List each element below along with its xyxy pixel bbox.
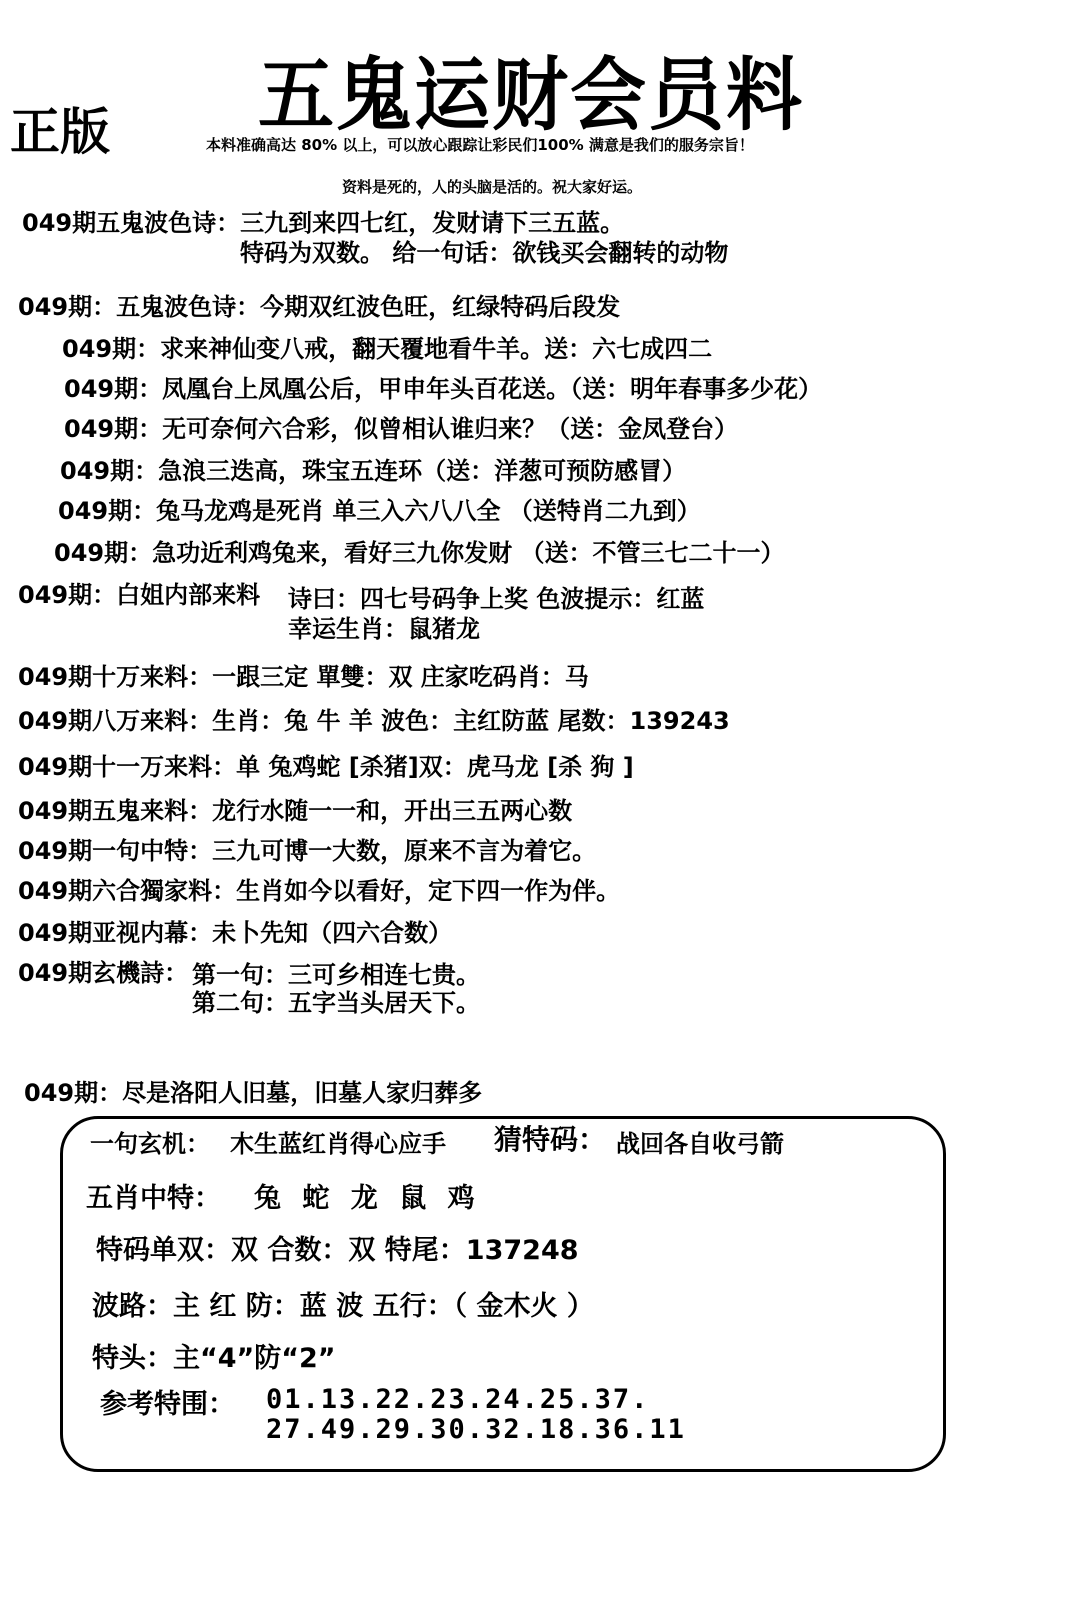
line-white-sister-poem: 诗曰：四七号码争上奖 色波提示：红蓝 <box>288 585 705 613</box>
line-waves: 049期：急浪三迭高，珠宝五连环（送：洋葱可预防感冒） <box>60 457 687 485</box>
wave-path: 波路：主 红 防：蓝 波 五行：（ 金木火 ） <box>92 1291 594 1322</box>
line-exclusive: 049期六合獨家料：生肖如今以看好，定下四一作为伴。 <box>18 877 621 905</box>
special-head: 特头：主“4”防“2” <box>92 1343 336 1374</box>
line-100k: 049期十万来料：一跟三定 單雙：双 庄家吃码肖：马 <box>18 663 589 691</box>
line-five-ghost: 049期五鬼来料：龙行水随一一和，开出三五两心数 <box>18 797 573 825</box>
line-wave-poem: 049期五鬼波色诗：三九到来四七红，发财请下三五蓝。 <box>22 209 625 237</box>
line-wave-poem-2: 特码为双数。 给一句话：欲钱买会翻转的动物 <box>240 239 729 267</box>
line-wave-color: 049期：五鬼波色诗：今期双红波色旺，红绿特码后段发 <box>18 293 621 321</box>
line-lucky-zodiac: 幸运生肖：鼠猪龙 <box>288 615 480 643</box>
guess-label: 猜特码： <box>494 1123 607 1156</box>
line-luoyang: 049期：尽是洛阳人旧墓，旧墓人家归葬多 <box>24 1079 483 1107</box>
edition-badge: 正版 <box>10 102 110 161</box>
five-zodiac: 兔 蛇 龙 鼠 鸡 <box>254 1183 475 1214</box>
subtitle-wish: 资料是死的，人的头脑是活的。祝大家好运。 <box>342 178 643 196</box>
line-mark-six: 049期：无可奈何六合彩，似曾相认谁归来？（送：金凤登台） <box>64 415 739 443</box>
line-mystic-poem: 049期玄機詩： <box>18 959 189 987</box>
odd-even: 特码单双：双 合数：双 特尾：137248 <box>96 1235 579 1266</box>
line-dead-zodiac: 049期：兔马龙鸡是死肖 单三入六八八全 （送特肖二九到） <box>58 497 701 525</box>
reference-numbers-2: 27.49.29.30.32.18.36.11 <box>266 1414 686 1445</box>
line-80k: 049期八万来料：生肖：兔 牛 羊 波色：主红防蓝 尾数：139243 <box>18 707 730 735</box>
guess-text: 战回各自收弓箭 <box>616 1130 784 1158</box>
line-immortal: 049期：求来神仙变八戒，翻天覆地看牛羊。送：六七成四二 <box>62 335 713 363</box>
line-mystic-1: 第一句：三可乡相连七贵。 <box>192 961 480 989</box>
line-110k: 049期十一万来料：单 兔鸡蛇 [杀猪]双：虎马龙 [杀 狗 ] <box>18 753 634 781</box>
riddle-text: 木生蓝红肖得心应手 <box>230 1130 446 1158</box>
line-phoenix: 049期：凤凰台上凤凰公后，甲申年头百花送。（送：明年春事多少花） <box>64 375 823 403</box>
five-zodiac-label: 五肖中特： <box>86 1183 221 1214</box>
line-atv-inside: 049期亚视内幕：未卜先知（四六合数） <box>18 919 453 947</box>
riddle-label: 一句玄机： <box>90 1130 210 1158</box>
line-quick-profit: 049期：急功近利鸡兔来，看好三九你发财 （送：不管三七二十一） <box>54 539 785 567</box>
line-white-sister: 049期：白姐内部来料 <box>18 581 261 609</box>
reference-label: 参考特围： <box>100 1389 235 1420</box>
subtitle-guarantee: 本料准确高达 80% 以上，可以放心跟踪让彩民们100% 满意是我们的服务宗旨！ <box>206 136 754 154</box>
reference-numbers-1: 01.13.22.23.24.25.37. <box>266 1384 650 1415</box>
page-title: 五鬼运财会员料 <box>258 48 804 142</box>
line-one-sentence: 049期一句中特：三九可博一大数，原来不言为着它。 <box>18 837 597 865</box>
line-mystic-2: 第二句：五字当头居天下。 <box>192 989 480 1017</box>
